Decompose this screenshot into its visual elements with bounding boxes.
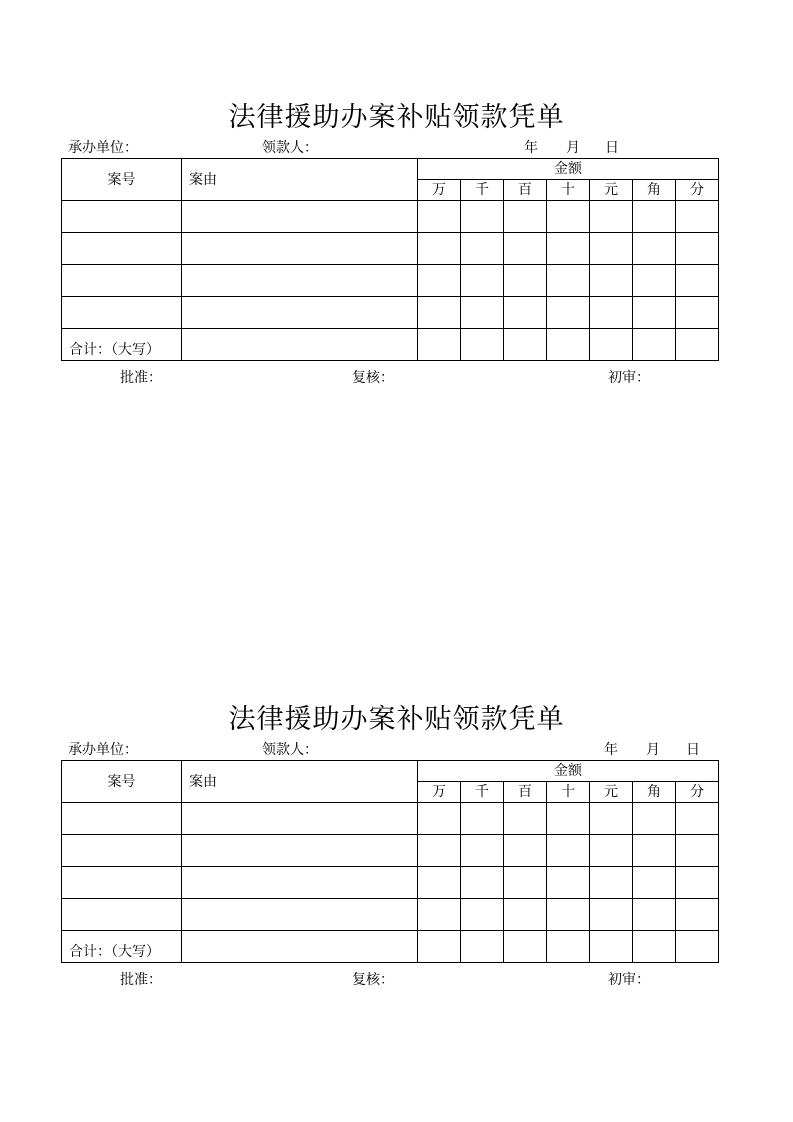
amount-cell[interactable] — [676, 899, 719, 931]
amount-cell[interactable] — [590, 931, 633, 963]
table-row — [62, 803, 719, 835]
amount-cell[interactable] — [547, 233, 590, 265]
amount-cell[interactable] — [547, 835, 590, 867]
total-label: 合计：（大写） — [62, 329, 182, 361]
amount-cell[interactable] — [418, 297, 461, 329]
amount-cell[interactable] — [633, 867, 676, 899]
amount-cell[interactable] — [418, 329, 461, 361]
amount-cell[interactable] — [418, 265, 461, 297]
initial-review-label: 初审： — [608, 972, 650, 988]
amount-cell[interactable] — [633, 233, 676, 265]
amount-cell[interactable] — [461, 297, 504, 329]
amount-cell[interactable] — [590, 201, 633, 233]
amount-cell[interactable] — [676, 803, 719, 835]
case-reason-cell[interactable] — [182, 265, 418, 297]
amount-cell[interactable] — [633, 931, 676, 963]
case-no-header: 案号 — [62, 159, 182, 201]
case-no-cell[interactable] — [62, 265, 182, 297]
voucher-table — [61, 760, 719, 963]
amount-cell[interactable] — [590, 233, 633, 265]
amount-cell[interactable] — [418, 201, 461, 233]
amount-cell[interactable] — [633, 899, 676, 931]
amount-cell[interactable] — [590, 867, 633, 899]
case-reason-cell[interactable] — [182, 233, 418, 265]
case-no-cell[interactable] — [62, 835, 182, 867]
case-reason-cell[interactable] — [182, 899, 418, 931]
table-row — [62, 297, 719, 329]
amount-cell[interactable] — [418, 803, 461, 835]
payee-label: 领款人： — [262, 742, 318, 758]
review-label: 复核： — [352, 972, 394, 988]
case-no-cell[interactable] — [62, 201, 182, 233]
amount-cell[interactable] — [676, 201, 719, 233]
digit-header-qian: 千 — [461, 782, 504, 803]
amount-cell[interactable] — [590, 265, 633, 297]
amount-cell[interactable] — [418, 867, 461, 899]
amount-cell[interactable] — [547, 201, 590, 233]
amount-cell[interactable] — [504, 297, 547, 329]
amount-header: 金额 — [418, 761, 719, 782]
amount-cell[interactable] — [418, 931, 461, 963]
voucher-title: 法律援助办案补贴领款凭单 — [228, 704, 565, 735]
unit-label: 承办单位： — [68, 140, 138, 156]
amount-cell[interactable] — [547, 265, 590, 297]
digit-header-yuan: 元 — [590, 782, 633, 803]
amount-cell[interactable] — [676, 931, 719, 963]
voucher-table — [61, 158, 719, 361]
amount-cell[interactable] — [676, 297, 719, 329]
amount-cell[interactable] — [547, 931, 590, 963]
amount-cell[interactable] — [633, 265, 676, 297]
amount-cell[interactable] — [676, 233, 719, 265]
amount-cell[interactable] — [504, 835, 547, 867]
amount-cell[interactable] — [461, 201, 504, 233]
approve-label: 批准： — [120, 370, 162, 386]
amount-cell[interactable] — [676, 265, 719, 297]
amount-cell[interactable] — [461, 867, 504, 899]
amount-cell[interactable] — [418, 233, 461, 265]
amount-cell[interactable] — [590, 835, 633, 867]
digit-header-bai: 百 — [504, 180, 547, 201]
date-month-label: 月 — [566, 140, 580, 156]
digit-header-jiao: 角 — [633, 782, 676, 803]
amount-cell[interactable] — [504, 201, 547, 233]
amount-cell[interactable] — [676, 329, 719, 361]
digit-header-yuan: 元 — [590, 180, 633, 201]
date-year-label: 年 — [524, 140, 538, 156]
case-reason-header: 案由 — [182, 761, 418, 803]
approve-label: 批准： — [120, 972, 162, 988]
amount-cell[interactable] — [676, 867, 719, 899]
case-no-cell[interactable] — [62, 899, 182, 931]
date-day-label: 日 — [686, 742, 700, 758]
initial-review-label: 初审： — [608, 370, 650, 386]
amount-cell[interactable] — [547, 867, 590, 899]
amount-cell[interactable] — [504, 803, 547, 835]
digit-header-shi: 十 — [547, 782, 590, 803]
amount-cell[interactable] — [418, 899, 461, 931]
amount-cell[interactable] — [633, 329, 676, 361]
case-no-cell[interactable] — [62, 867, 182, 899]
case-reason-cell[interactable] — [182, 803, 418, 835]
amount-cell[interactable] — [547, 329, 590, 361]
amount-cell[interactable] — [590, 803, 633, 835]
table-row — [62, 201, 719, 233]
digit-header-qian: 千 — [461, 180, 504, 201]
amount-cell[interactable] — [633, 297, 676, 329]
amount-cell[interactable] — [547, 803, 590, 835]
table-row — [62, 835, 719, 867]
total-amount-cell[interactable] — [182, 931, 418, 963]
amount-cell[interactable] — [504, 899, 547, 931]
total-row — [62, 329, 719, 361]
table-row — [62, 233, 719, 265]
digit-header-jiao: 角 — [633, 180, 676, 201]
case-reason-header: 案由 — [182, 159, 418, 201]
amount-cell[interactable] — [504, 233, 547, 265]
amount-cell[interactable] — [418, 835, 461, 867]
digit-header-shi: 十 — [547, 180, 590, 201]
payee-label: 领款人： — [262, 140, 318, 156]
amount-cell[interactable] — [590, 899, 633, 931]
date-year-label: 年 — [604, 742, 618, 758]
case-no-cell[interactable] — [62, 803, 182, 835]
case-no-header: 案号 — [62, 761, 182, 803]
digit-header-fen: 分 — [676, 180, 719, 201]
amount-cell[interactable] — [504, 265, 547, 297]
digit-header-fen: 分 — [676, 782, 719, 803]
table-row — [62, 899, 719, 931]
case-no-cell[interactable] — [62, 297, 182, 329]
table-row — [62, 867, 719, 899]
case-reason-cell[interactable] — [182, 835, 418, 867]
case-reason-cell[interactable] — [182, 201, 418, 233]
amount-header: 金额 — [418, 159, 719, 180]
amount-cell[interactable] — [590, 329, 633, 361]
amount-cell[interactable] — [461, 835, 504, 867]
amount-cell[interactable] — [461, 265, 504, 297]
date-month-label: 月 — [646, 742, 660, 758]
amount-cell[interactable] — [461, 899, 504, 931]
amount-cell[interactable] — [504, 867, 547, 899]
digit-header-bai: 百 — [504, 782, 547, 803]
amount-cell[interactable] — [461, 329, 504, 361]
date-day-label: 日 — [605, 140, 619, 156]
voucher-title: 法律援助办案补贴领款凭单 — [228, 102, 565, 133]
table-row — [62, 265, 719, 297]
amount-cell[interactable] — [633, 803, 676, 835]
case-reason-cell[interactable] — [182, 867, 418, 899]
amount-cell[interactable] — [633, 201, 676, 233]
amount-cell[interactable] — [461, 803, 504, 835]
total-label: 合计：（大写） — [62, 931, 182, 963]
total-row — [62, 931, 719, 963]
amount-cell[interactable] — [547, 899, 590, 931]
amount-cell[interactable] — [461, 233, 504, 265]
digit-header-wan: 万 — [418, 782, 461, 803]
total-amount-cell[interactable] — [182, 329, 418, 361]
amount-cell[interactable] — [504, 329, 547, 361]
amount-cell[interactable] — [461, 931, 504, 963]
case-reason-cell[interactable] — [182, 297, 418, 329]
review-label: 复核： — [352, 370, 394, 386]
amount-cell[interactable] — [633, 835, 676, 867]
amount-cell[interactable] — [504, 931, 547, 963]
amount-cell[interactable] — [590, 297, 633, 329]
amount-cell[interactable] — [547, 297, 590, 329]
amount-cell[interactable] — [676, 835, 719, 867]
unit-label: 承办单位： — [68, 742, 138, 758]
digit-header-wan: 万 — [418, 180, 461, 201]
case-no-cell[interactable] — [62, 233, 182, 265]
